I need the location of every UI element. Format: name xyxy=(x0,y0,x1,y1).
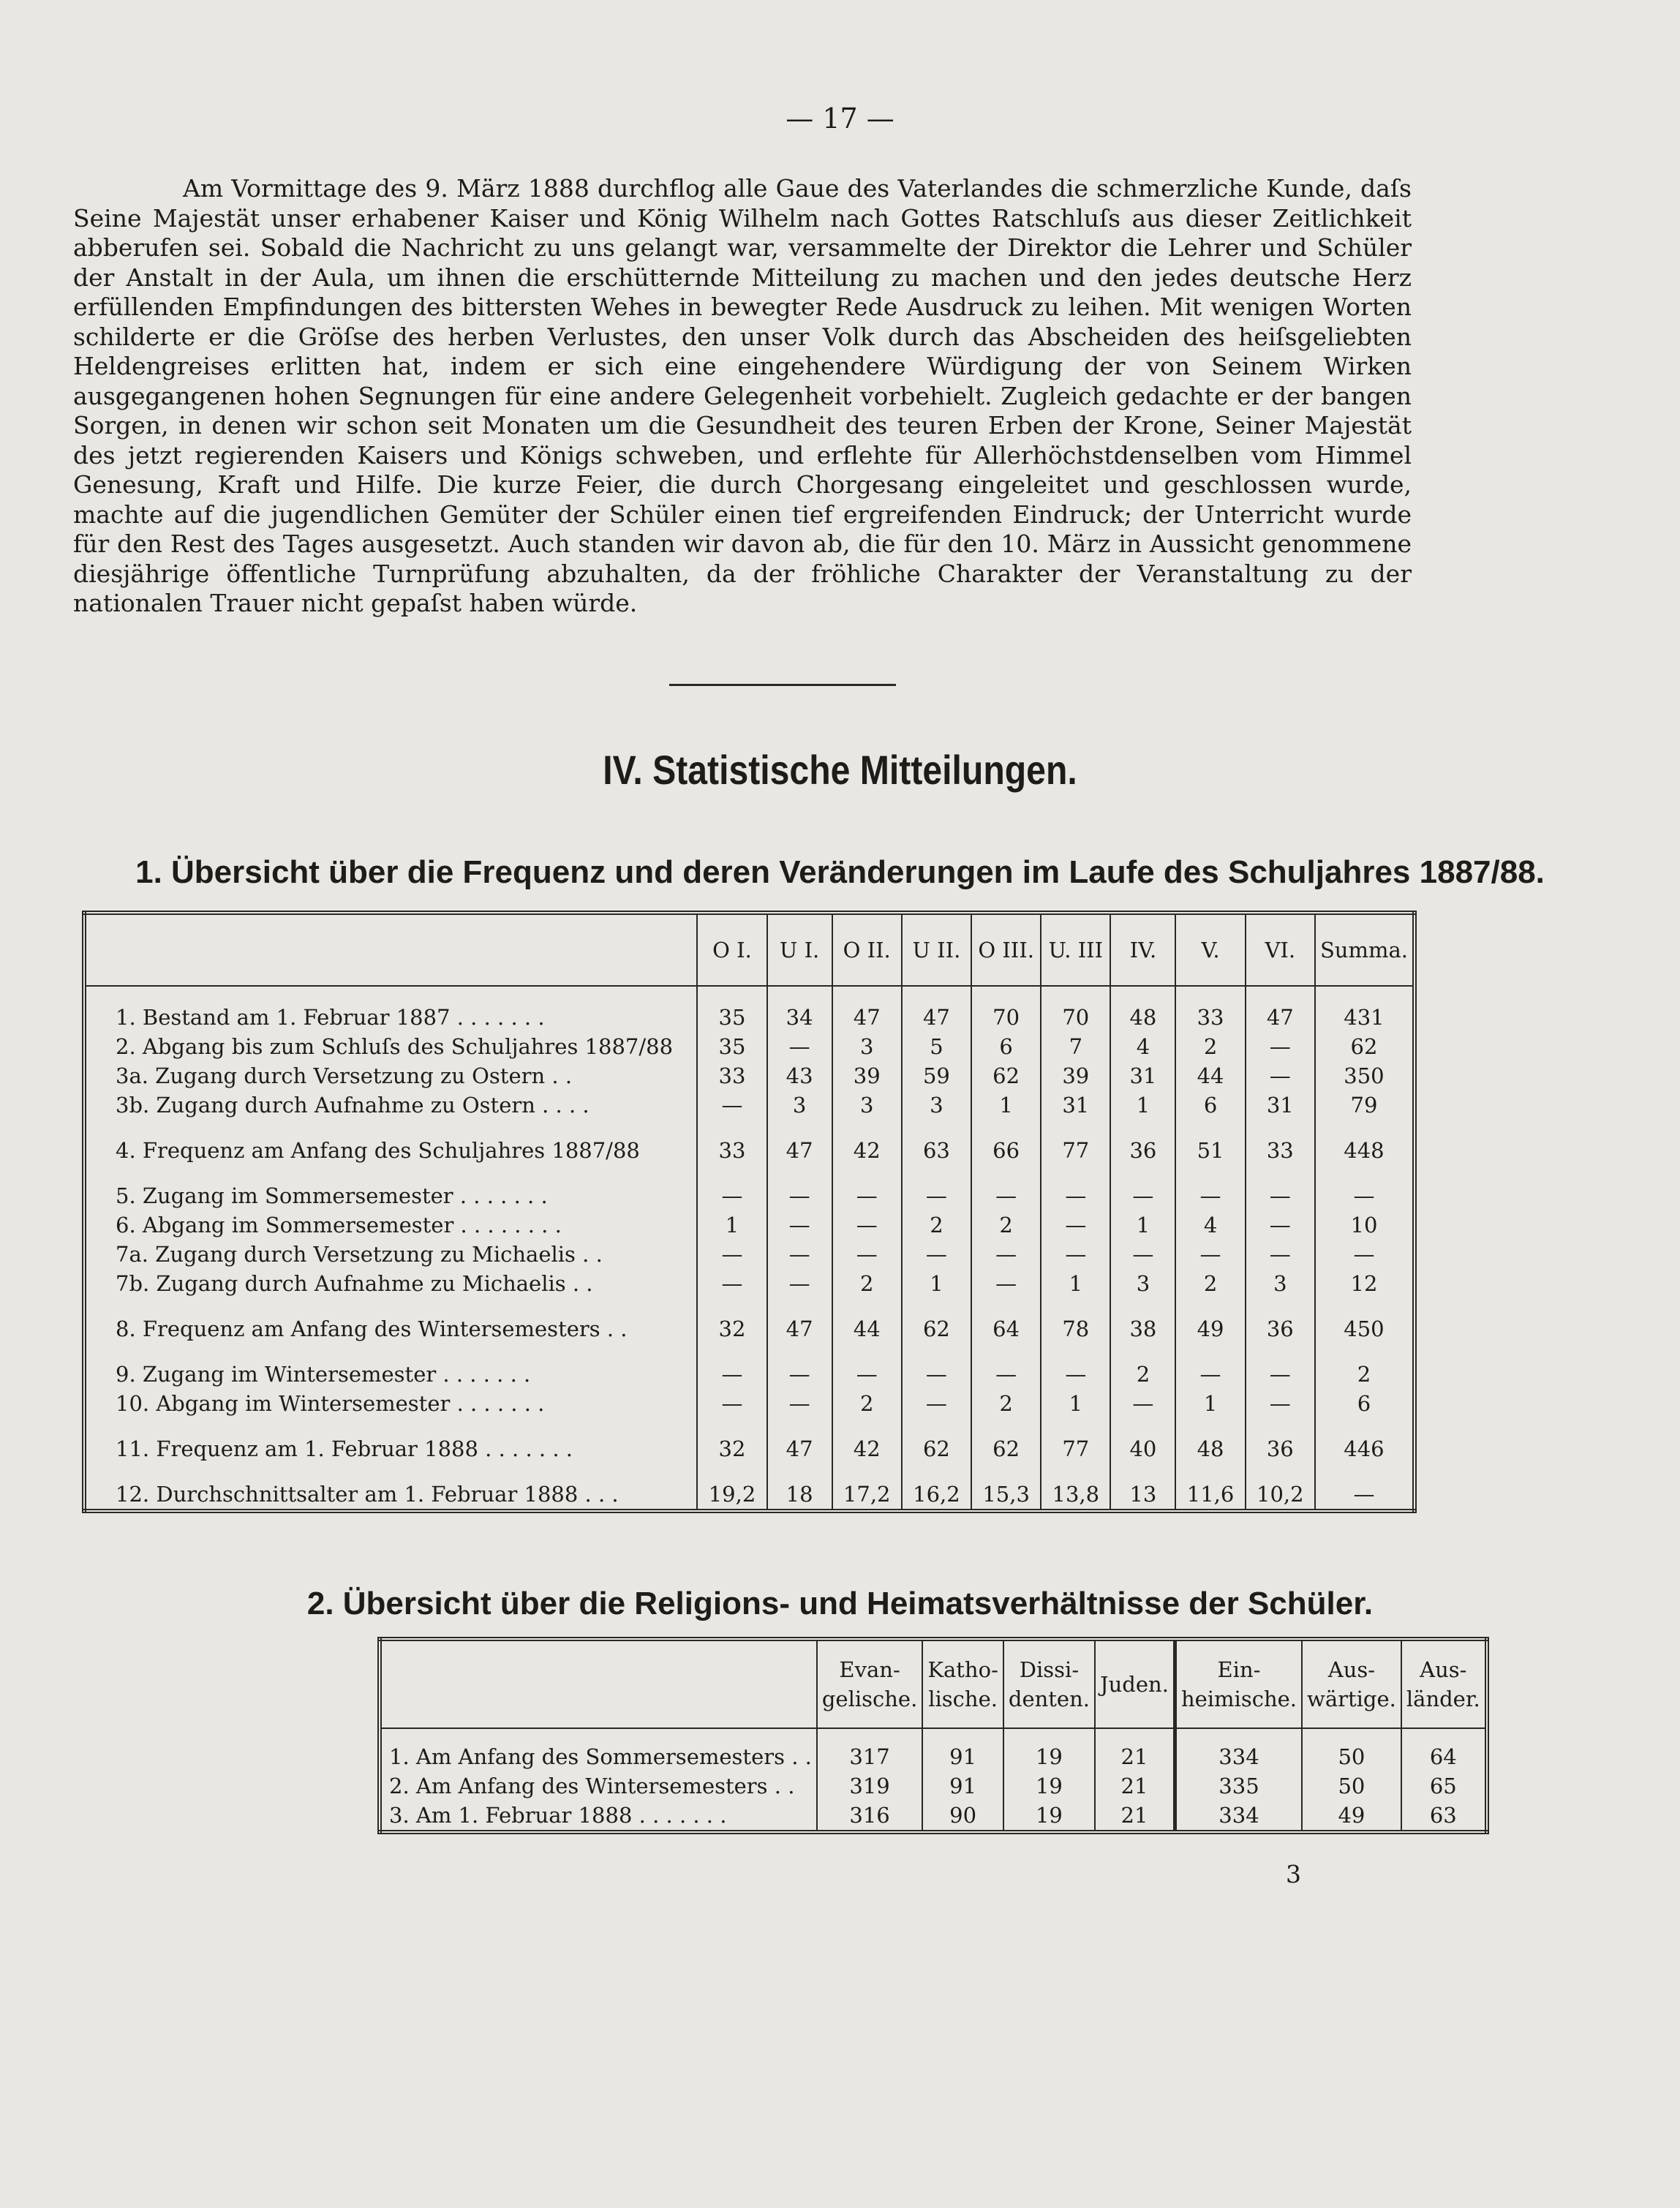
table-cell: 1 xyxy=(1110,1090,1175,1120)
table-cell: — xyxy=(1246,1210,1315,1240)
table-row xyxy=(84,1240,1415,1269)
table-cell: 4 xyxy=(1110,1032,1175,1061)
table-cell: — xyxy=(767,1344,832,1389)
table-cell: 3 xyxy=(1110,1269,1175,1298)
table-cell: 10,2 xyxy=(1246,1463,1315,1511)
table-row xyxy=(84,1090,1415,1120)
table-cell: 34 xyxy=(767,986,832,1032)
row-label: 3. Am 1. Februar 1888 . . . . . . . xyxy=(389,1803,727,1828)
table-cell: — xyxy=(832,1210,902,1240)
table-cell: — xyxy=(1246,1389,1315,1418)
table-cell: 62 xyxy=(902,1418,971,1463)
table-cell: — xyxy=(1110,1240,1175,1269)
table-cell: — xyxy=(1246,1165,1315,1210)
table-cell: 1 xyxy=(1041,1389,1110,1418)
table-cell: 77 xyxy=(1041,1120,1110,1165)
row-label: 5. Zugang im Sommersemester . . . . . . . xyxy=(116,1183,548,1208)
table-cell: — xyxy=(971,1240,1041,1269)
table-cell: — xyxy=(1175,1165,1245,1210)
header-col: O III. xyxy=(971,913,1041,986)
table-cell: 21 xyxy=(1095,1728,1175,1771)
table-cell: 3 xyxy=(767,1090,832,1120)
table-cell: 32 xyxy=(697,1418,766,1463)
table-row xyxy=(84,986,1415,1032)
table-cell: 62 xyxy=(1315,1032,1415,1061)
table-cell: 33 xyxy=(697,1061,766,1090)
table-cell: 19,2 xyxy=(697,1463,766,1511)
table-cell: 33 xyxy=(1175,986,1245,1032)
table-row xyxy=(380,1728,1487,1771)
table-cell: — xyxy=(832,1344,902,1389)
table-cell: — xyxy=(1246,1344,1315,1389)
table-cell: 6 xyxy=(1315,1389,1415,1418)
table-cell: 3 xyxy=(832,1032,902,1061)
table-cell: — xyxy=(1246,1240,1315,1269)
table-cell: — xyxy=(971,1269,1041,1298)
table-cell: 90 xyxy=(922,1801,1003,1832)
table-cell: 1 xyxy=(1110,1210,1175,1240)
header-line-1: Ein- xyxy=(1217,1657,1261,1682)
table-cell: 64 xyxy=(1401,1728,1487,1771)
table-cell: 59 xyxy=(902,1061,971,1090)
table-cell: — xyxy=(767,1269,832,1298)
header-line-1: Juden. xyxy=(1100,1672,1169,1697)
table-cell: — xyxy=(902,1240,971,1269)
header-col: U. III xyxy=(1041,913,1110,986)
header-line-1: Aus- xyxy=(1327,1657,1376,1682)
table-cell: 43 xyxy=(767,1061,832,1090)
row-label: 9. Zugang im Wintersemester . . . . . . . xyxy=(116,1362,531,1387)
table-cell: 49 xyxy=(1175,1298,1245,1344)
header-line-1: Aus- xyxy=(1420,1657,1467,1682)
table-cell: 31 xyxy=(1110,1061,1175,1090)
table-cell: — xyxy=(971,1344,1041,1389)
header-line-2: lische. xyxy=(928,1687,998,1711)
table-cell: 42 xyxy=(832,1418,902,1463)
table-cell: 2 xyxy=(1110,1344,1175,1389)
table-cell: 44 xyxy=(1175,1061,1245,1090)
table-cell: — xyxy=(1246,1061,1315,1090)
header-col: O I. xyxy=(697,913,766,986)
row-label: 6. Abgang im Sommersemester . . . . . . . . xyxy=(116,1213,562,1237)
table-cell: — xyxy=(1246,1032,1315,1061)
table-cell: 50 xyxy=(1302,1728,1401,1771)
table-cell: 1 xyxy=(1041,1269,1110,1298)
table-cell: 47 xyxy=(767,1418,832,1463)
table-cell: 12 xyxy=(1315,1269,1415,1298)
table-row xyxy=(84,1269,1415,1298)
table-cell: 4 xyxy=(1175,1210,1245,1240)
table-cell: 316 xyxy=(817,1801,922,1832)
table-cell: 51 xyxy=(1175,1120,1245,1165)
table-cell: 334 xyxy=(1175,1801,1302,1832)
header-col xyxy=(817,1639,922,1728)
table-cell: 6 xyxy=(1175,1090,1245,1120)
frequency-table-title: 1. Übersicht über die Frequenz und deren Veränderungen im Laufe des Schuljahres 1887/88. xyxy=(135,854,1545,890)
table-cell: — xyxy=(1175,1344,1245,1389)
table-cell: 62 xyxy=(971,1418,1041,1463)
table-cell: 62 xyxy=(971,1061,1041,1090)
table-cell: — xyxy=(1175,1240,1245,1269)
table-cell: 2 xyxy=(832,1389,902,1418)
table-cell: — xyxy=(767,1389,832,1418)
table-cell: 448 xyxy=(1315,1120,1415,1165)
table-row xyxy=(84,1032,1415,1061)
table-cell: 63 xyxy=(902,1120,971,1165)
table-cell: 19 xyxy=(1003,1801,1095,1832)
table-cell: 47 xyxy=(902,986,971,1032)
header-line-1: Evan- xyxy=(839,1657,900,1682)
table-cell: 31 xyxy=(1041,1090,1110,1120)
table-cell: 47 xyxy=(832,986,902,1032)
table-cell: 2 xyxy=(971,1210,1041,1240)
table-cell: 35 xyxy=(697,1032,766,1061)
header-col: V. xyxy=(1175,913,1245,986)
table-cell: — xyxy=(697,1269,766,1298)
table-cell: — xyxy=(697,1090,766,1120)
table-row xyxy=(84,1344,1415,1389)
table-cell: 21 xyxy=(1095,1801,1175,1832)
table-cell: 7 xyxy=(1041,1032,1110,1061)
row-label: 3b. Zugang durch Aufnahme zu Ostern . . . . xyxy=(116,1093,589,1118)
table-cell: 31 xyxy=(1246,1090,1315,1120)
table-cell: 91 xyxy=(922,1771,1003,1801)
table-row xyxy=(84,1389,1415,1418)
table-cell: 65 xyxy=(1401,1771,1487,1801)
table-cell: 47 xyxy=(767,1120,832,1165)
table-cell: 446 xyxy=(1315,1418,1415,1463)
table-cell: 334 xyxy=(1175,1728,1302,1771)
table-row xyxy=(380,1771,1487,1801)
table-cell: 1 xyxy=(902,1269,971,1298)
religion-table-title: 2. Übersicht über die Religions- und Heimatsverhältnisse der Schüler. xyxy=(306,1586,1374,1621)
table-cell: 70 xyxy=(971,986,1041,1032)
row-label: 12. Durchschnittsalter am 1. Februar 1888 . . . xyxy=(116,1482,619,1507)
table-cell: 77 xyxy=(1041,1418,1110,1463)
intro-text: Am Vormittage des 9. März 1888 durchflog alle Gaue des Vaterlandes die schmerzliche Kunde, daſs Seine Majestät unser erhabener Kaiser und König Wilhelm nach Gottes Ratschluſs aus dieser Zeitlichkeit abberufen sei. Sobald die Nachricht zu uns gelangt war, versammelte der Direktor die Lehrer und Schüler der Anstalt in der Aula, um ihnen die erschütternde Mitteilung zu machen und den jedes deutsche Herz erfüllenden Empfindungen des bittersten Wehes in bewegter Rede Ausdruck zu leihen. Mit wenigen Worten schilderte er die Gröſse des herben Verlustes, den unser Volk durch das Abscheiden des heiſsgeliebten Heldengreises erlitten hat, indem er sich eine eingehendere Würdigung der von Seinem Wirken ausgegangenen hohen Segnungen für eine andere Gelegenheit vorbehielt. Zugleich gedachte er der bangen Sorgen, in denen wir schon seit Monaten um die Gesundheit des teuren Erben der Krone, Seiner Majestät des jetzt regierenden Kaisers und Königs schweben, und erflehte für Allerhöchstdenselben vom Himmel Genesung, Kraft und Hilfe. Die kurze Feier, die durch Chorgesang eingeleitet und geschlossen wurde, machte auf die jugendlichen Gemüter der Schüler einen tief ergreifenden Eindruck; der Unterricht wurde für den Rest des Tages ausgesetzt. Auch standen wir davon ab, die für den 10. März in Aussicht genommene diesjährige öffentliche Turnprüfung abzuhalten, da der fröhliche Charakter der Veranstaltung zu der nationalen Trauer nicht gepaſst haben würde. xyxy=(73,174,1412,617)
row-label: 3a. Zugang durch Versetzung zu Ostern . . xyxy=(116,1063,573,1088)
row-label: 11. Frequenz am 1. Februar 1888 . . . . . . . xyxy=(116,1436,573,1461)
row-label: 7b. Zugang durch Aufnahme zu Michaelis . . xyxy=(116,1271,593,1296)
row-label: 4. Frequenz am Anfang des Schuljahres 1887/88 xyxy=(116,1138,640,1163)
table-cell: — xyxy=(697,1344,766,1389)
table-cell: — xyxy=(902,1165,971,1210)
frequency-table-header-row xyxy=(84,913,1415,986)
header-col xyxy=(1003,1639,1095,1728)
table-cell: 40 xyxy=(1110,1418,1175,1463)
table-cell: 91 xyxy=(922,1728,1003,1771)
table-cell: 335 xyxy=(1175,1771,1302,1801)
table-cell: 1 xyxy=(971,1090,1041,1120)
header-line-1: Dissi- xyxy=(1019,1657,1080,1682)
table-row xyxy=(84,1418,1415,1463)
table-cell: 13,8 xyxy=(1041,1463,1110,1511)
table-cell: 64 xyxy=(971,1298,1041,1344)
table-cell: 1 xyxy=(1175,1389,1245,1418)
table-cell: — xyxy=(697,1165,766,1210)
table-cell: 17,2 xyxy=(832,1463,902,1511)
religion-table xyxy=(377,1637,1489,1834)
table-cell: — xyxy=(1110,1165,1175,1210)
table-cell: 2 xyxy=(971,1389,1041,1418)
separator-line xyxy=(669,684,896,686)
table-cell: — xyxy=(1110,1389,1175,1418)
row-label: 1. Am Anfang des Sommersemesters . . xyxy=(389,1744,812,1769)
row-label: 1. Bestand am 1. Februar 1887 . . . . . . . xyxy=(116,1005,545,1030)
header-line-2: länder. xyxy=(1406,1687,1480,1711)
header-col: Summa. xyxy=(1315,913,1415,986)
frequency-table xyxy=(82,911,1417,1513)
table-cell: 10 xyxy=(1315,1210,1415,1240)
table-cell: — xyxy=(767,1032,832,1061)
header-col xyxy=(1302,1639,1401,1728)
row-label: 2. Am Anfang des Wintersemesters . . xyxy=(389,1774,795,1798)
header-col: VI. xyxy=(1246,913,1315,986)
table-cell: 36 xyxy=(1246,1418,1315,1463)
header-col: O II. xyxy=(832,913,902,986)
table-cell: 62 xyxy=(902,1298,971,1344)
row-label: 7a. Zugang durch Versetzung zu Michaelis . . xyxy=(116,1242,603,1267)
table-row xyxy=(380,1801,1487,1832)
table-cell: — xyxy=(832,1165,902,1210)
section-title: IV. Statistische Mitteilungen. xyxy=(603,747,1077,793)
table-cell: 48 xyxy=(1110,986,1175,1032)
table-row xyxy=(84,1061,1415,1090)
table-cell: — xyxy=(902,1344,971,1389)
table-cell: 18 xyxy=(767,1463,832,1511)
header-line-2: wärtige. xyxy=(1307,1687,1396,1711)
table-cell: 450 xyxy=(1315,1298,1415,1344)
intro-paragraph xyxy=(73,174,1412,619)
table-cell: 36 xyxy=(1110,1120,1175,1165)
table-cell: 66 xyxy=(971,1120,1041,1165)
header-col xyxy=(1401,1639,1487,1728)
header-line-2: gelische. xyxy=(821,1687,918,1711)
table-cell: 47 xyxy=(767,1298,832,1344)
table-cell: — xyxy=(767,1210,832,1240)
table-cell: — xyxy=(767,1165,832,1210)
table-cell: — xyxy=(971,1165,1041,1210)
table-cell: 16,2 xyxy=(902,1463,971,1511)
table-cell: 350 xyxy=(1315,1061,1415,1090)
table-cell: — xyxy=(1041,1344,1110,1389)
header-col: IV. xyxy=(1110,913,1175,986)
table-cell: 2 xyxy=(1175,1269,1245,1298)
table-cell: 38 xyxy=(1110,1298,1175,1344)
table-cell: 50 xyxy=(1302,1771,1401,1801)
table-cell: 6 xyxy=(971,1032,1041,1061)
table-cell: 39 xyxy=(832,1061,902,1090)
table-row xyxy=(84,1120,1415,1165)
table-cell: 2 xyxy=(1315,1344,1415,1389)
table-cell: 13 xyxy=(1110,1463,1175,1511)
table-cell: — xyxy=(767,1240,832,1269)
table-cell: 49 xyxy=(1302,1801,1401,1832)
table-cell: 15,3 xyxy=(971,1463,1041,1511)
table-cell: — xyxy=(1041,1165,1110,1210)
table-cell: 32 xyxy=(697,1298,766,1344)
signature-mark: 3 xyxy=(1286,1860,1301,1888)
header-blank-cell xyxy=(84,913,697,986)
table-cell: 35 xyxy=(697,986,766,1032)
header-col xyxy=(922,1639,1003,1728)
table-cell: 33 xyxy=(697,1120,766,1165)
table-cell: 431 xyxy=(1315,986,1415,1032)
table-cell: — xyxy=(1315,1240,1415,1269)
table-cell: — xyxy=(697,1389,766,1418)
table-cell: 319 xyxy=(817,1771,922,1801)
table-cell: 42 xyxy=(832,1120,902,1165)
table-cell: 2 xyxy=(832,1269,902,1298)
row-label: 8. Frequenz am Anfang des Wintersemesters . . xyxy=(116,1316,628,1341)
table-cell: 19 xyxy=(1003,1771,1095,1801)
table-cell: — xyxy=(697,1240,766,1269)
table-cell: 21 xyxy=(1095,1771,1175,1801)
table-cell: 36 xyxy=(1246,1298,1315,1344)
page-number: — 17 — xyxy=(786,102,894,135)
table-cell: 2 xyxy=(902,1210,971,1240)
row-label: 2. Abgang bis zum Schluſs des Schuljahres 1887/88 xyxy=(116,1034,674,1059)
table-cell: — xyxy=(902,1389,971,1418)
table-cell: 78 xyxy=(1041,1298,1110,1344)
table-cell: 70 xyxy=(1041,986,1110,1032)
table-cell: 1 xyxy=(697,1210,766,1240)
header-blank-cell xyxy=(380,1639,817,1728)
header-col: U I. xyxy=(767,913,832,986)
table-cell: 19 xyxy=(1003,1728,1095,1771)
header-line-2: heimische. xyxy=(1180,1687,1297,1711)
table-cell: 2 xyxy=(1175,1032,1245,1061)
table-row xyxy=(84,1165,1415,1210)
header-col xyxy=(1175,1639,1302,1728)
table-row xyxy=(84,1210,1415,1240)
table-cell: 3 xyxy=(832,1090,902,1120)
header-col xyxy=(1095,1639,1175,1728)
table-cell: 47 xyxy=(1246,986,1315,1032)
table-cell: — xyxy=(1041,1210,1110,1240)
table-cell: 44 xyxy=(832,1298,902,1344)
table-row xyxy=(84,1298,1415,1344)
table-cell: 3 xyxy=(902,1090,971,1120)
header-col: U II. xyxy=(902,913,971,986)
table-cell: — xyxy=(1041,1240,1110,1269)
table-cell: 48 xyxy=(1175,1418,1245,1463)
table-cell: 33 xyxy=(1246,1120,1315,1165)
table-cell: 3 xyxy=(1246,1269,1315,1298)
table-cell: 317 xyxy=(817,1728,922,1771)
table-row xyxy=(84,1463,1415,1511)
table-cell: 63 xyxy=(1401,1801,1487,1832)
table-cell: — xyxy=(1315,1165,1415,1210)
table-cell: 79 xyxy=(1315,1090,1415,1120)
row-label: 10. Abgang im Wintersemester . . . . . . . xyxy=(116,1391,545,1416)
religion-table-header-row xyxy=(380,1639,1487,1728)
table-cell: 5 xyxy=(902,1032,971,1061)
header-line-1: Katho- xyxy=(927,1657,998,1682)
table-cell: — xyxy=(832,1240,902,1269)
table-cell: 39 xyxy=(1041,1061,1110,1090)
header-line-2: denten. xyxy=(1008,1687,1090,1711)
table-cell: — xyxy=(1315,1463,1415,1511)
table-cell: 11,6 xyxy=(1175,1463,1245,1511)
